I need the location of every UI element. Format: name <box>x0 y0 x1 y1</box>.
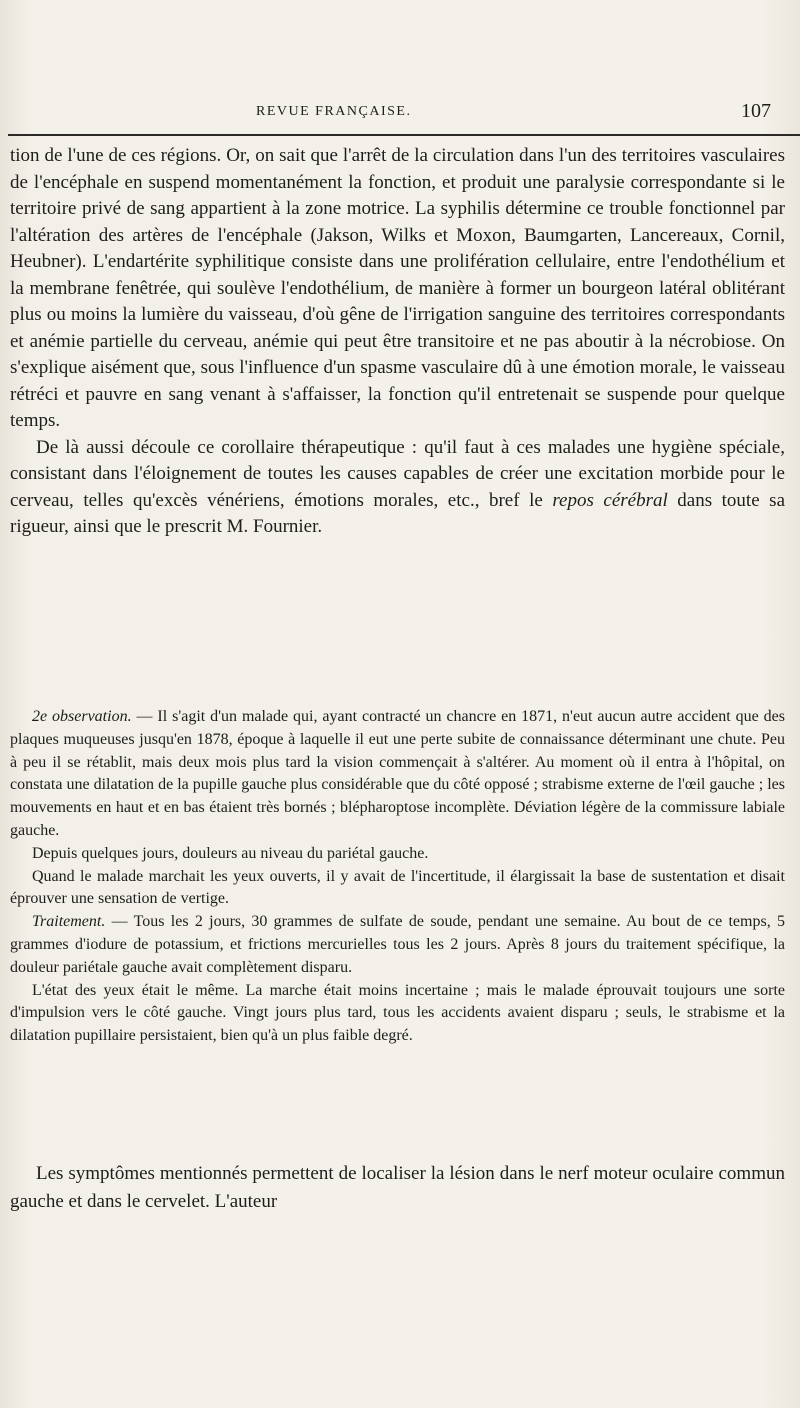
paragraph-corollary-end: dans toute sa rigueur, ainsi que le prescrit M. Fournier. <box>10 489 785 537</box>
treatment-text: — Tous les 2 jours, 30 grammes de sulfate de soude, pendant une semaine. Au bout de ce temps, 5 grammes d'iodure de potassium, et frictions mercurielles tous les 2 jours. Après 8 jours du traitement spécifique, la douleur pariétale gauche avait complètement disparu. <box>10 913 785 976</box>
header-rule <box>8 134 800 136</box>
observation-paragraph-history <box>10 706 785 843</box>
treatment-label: Traitement. <box>32 913 106 931</box>
page-number: 107 <box>741 100 771 122</box>
observation-paragraph-pain: Depuis quelques jours, douleurs au niveau du pariétal gauche. <box>32 844 429 862</box>
observation-label: 2e observation. <box>32 708 132 725</box>
observation-block <box>10 706 785 1048</box>
observation-paragraph-gait: Quand le malade marchait les yeux ouverts, il y avait de l'incertitude, il élargissait la base de sustentation et disait éprouver une sensation de vertige. <box>10 867 785 908</box>
paragraph-circulation: tion de l'une de ces régions. Or, on sait que l'arrêt de la circulation dans l'un des territoires vasculaires de l'encéphale en suspend momentanément la fonction, et produit une paralysie correspondante si le territoire privé de sang appartient à la zone motrice. La syphilis détermine ce trouble fonctionnel par l'altération des artères de l'encéphale (Jakson, Wilks et Moxon, Baumgarten, Lancereaux, Cornil, Heubner). L'endartérite syphilitique consiste dans une prolifération cellulaire, entre l'endothélium et la membrane fenêtrée, qui soulève l'endothélium, de manière à former un bourgeon latéral oblitérant plus ou moins la lumière du vaisseau, d'où gêne de l'irrigation sanguine des territoires correspondants et anémie partielle du cerveau, anémie qui peut être transitoire et ne pas aboutir à la nécrobiose. On s'explique aisément que, sous l'influence d'un spasme vasculaire dû à une émotion morale, le vaisseau rétréci et pauvre en sang venant à s'affaisser, la fonction qu'il entretenait se suspende pour quelque temps. <box>10 145 785 431</box>
observation-paragraph-outcome: L'état des yeux était le même. La marche était moins incertaine ; mais le malade éprouvait toujours une sorte d'impulsion vers le côté gauche. Vingt jours plus tard, tous les accidents avaient disparu ; seuls, le strabisme et la dilatation pupillaire persistaient, bien qu'à un plus faible degré. <box>10 981 785 1045</box>
running-title: REVUE FRANÇAISE. <box>256 104 412 119</box>
closing-text <box>10 1160 785 1216</box>
paragraph-localisation: Les symptômes mentionnés permettent de localiser la lésion dans le nerf moteur oculaire commun gauche et dans le cervelet. L'auteur <box>10 1163 785 1212</box>
main-text <box>10 143 785 541</box>
observation-paragraph-treatment <box>10 911 785 979</box>
observation-history-text: — Il s'agit d'un malade qui, ayant contracté un chancre en 1871, n'eut aucun autre accident que des plaques muqueuses jusqu'en 1878, époque à laquelle il eut une perte subite de connaissance déterminant une chute. Peu à peu il se rétablit, mais deux mois plus tard la vision commençait à s'altérer. Au moment où il entra à l'hôpital, on constata une dilatation de la pupille gauche plus considérable que du côté opposé ; strabisme externe de l'œil gauche ; les mouvements en haut et en bas étaient très bornés ; blépharoptose incomplète. Déviation légère de la commissure labiale gauche. <box>10 708 786 839</box>
paragraph-corollary-start: De là aussi découle ce corollaire thérapeutique : qu'il faut à ces malades une hygiène spéciale, consistant dans l'éloignement de toutes les causes capables de créer une excitation morbide pour le cerveau, telles qu'excès vénériens, émotions morales, etc., bref le <box>10 436 785 511</box>
paragraph-corollary <box>10 435 785 541</box>
running-header <box>0 100 800 126</box>
repos-cerebral-emphasis: repos cérébral <box>552 489 668 511</box>
